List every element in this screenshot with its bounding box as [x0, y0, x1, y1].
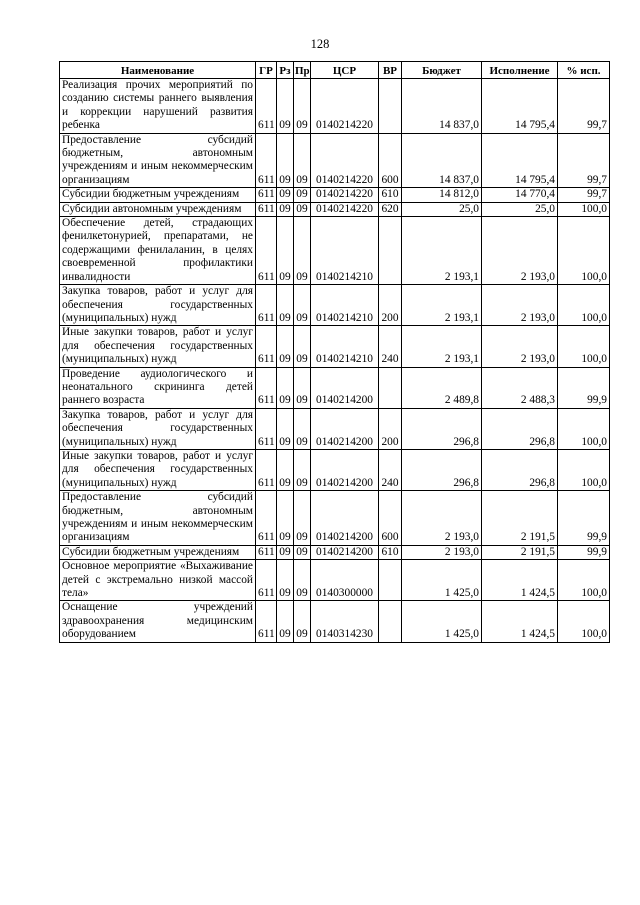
cell-execution: 2 191,5 [482, 545, 558, 559]
cell-vr: 610 [379, 188, 402, 202]
table-row [60, 545, 610, 559]
cell-rz: 09 [277, 79, 294, 134]
cell-vr: 200 [379, 408, 402, 449]
cell-pr: 09 [294, 79, 311, 134]
cell-rz: 09 [277, 449, 294, 490]
cell-csr: 0140214200 [311, 491, 379, 546]
table-row [60, 408, 610, 449]
cell-percent: 99,7 [558, 79, 610, 134]
cell-budget: 2 193,1 [402, 326, 482, 367]
cell-pr: 09 [294, 491, 311, 546]
cell-rz: 09 [277, 188, 294, 202]
table-row [60, 79, 610, 134]
cell-pr: 09 [294, 560, 311, 601]
cell-percent: 100,0 [558, 285, 610, 326]
cell-budget: 2 193,1 [402, 217, 482, 285]
cell-csr: 0140214210 [311, 217, 379, 285]
cell-vr [379, 367, 402, 408]
table-row [60, 491, 610, 546]
cell-name: Оснащение учреждений здравоохранения медицинским оборудованием [60, 601, 256, 642]
cell-name: Реализация прочих мероприятий по созданию системы раннего выявления и коррекции нарушений развития ребенка [60, 79, 256, 134]
table-row [60, 202, 610, 216]
cell-csr: 0140214210 [311, 285, 379, 326]
cell-gr: 611 [256, 367, 277, 408]
header-name: Наименование [60, 62, 256, 79]
cell-gr: 611 [256, 326, 277, 367]
cell-percent: 100,0 [558, 560, 610, 601]
cell-budget: 14 837,0 [402, 133, 482, 188]
cell-percent: 100,0 [558, 217, 610, 285]
table-row [60, 133, 610, 188]
cell-budget: 25,0 [402, 202, 482, 216]
cell-rz: 09 [277, 285, 294, 326]
cell-execution: 14 795,4 [482, 133, 558, 188]
header-budget: Бюджет [402, 62, 482, 79]
cell-rz: 09 [277, 202, 294, 216]
cell-name: Проведение аудиологического и неонатального скрининга детей раннего возраста [60, 367, 256, 408]
cell-budget: 1 425,0 [402, 560, 482, 601]
cell-csr: 0140214220 [311, 79, 379, 134]
table-row [60, 601, 610, 642]
cell-csr: 0140214220 [311, 188, 379, 202]
header-gr: ГР [256, 62, 277, 79]
cell-rz: 09 [277, 601, 294, 642]
header-rz: Рз [277, 62, 294, 79]
cell-pr: 09 [294, 449, 311, 490]
cell-budget: 296,8 [402, 449, 482, 490]
cell-vr: 610 [379, 545, 402, 559]
header-execution: Исполнение [482, 62, 558, 79]
cell-csr: 0140214200 [311, 408, 379, 449]
table-body [60, 79, 610, 643]
cell-vr [379, 79, 402, 134]
cell-gr: 611 [256, 601, 277, 642]
cell-rz: 09 [277, 491, 294, 546]
cell-execution: 14 795,4 [482, 79, 558, 134]
cell-percent: 99,7 [558, 188, 610, 202]
page-number: 128 [310, 37, 330, 51]
cell-pr: 09 [294, 217, 311, 285]
header-vr: ВР [379, 62, 402, 79]
budget-execution-table [59, 61, 610, 643]
cell-gr: 611 [256, 285, 277, 326]
cell-execution: 25,0 [482, 202, 558, 216]
cell-budget: 14 812,0 [402, 188, 482, 202]
cell-gr: 611 [256, 491, 277, 546]
table-header-row [60, 62, 610, 79]
cell-percent: 99,9 [558, 545, 610, 559]
cell-gr: 611 [256, 202, 277, 216]
cell-pr: 09 [294, 202, 311, 216]
cell-name: Предоставление субсидий бюджетным, автономным учреждениям и иным некоммерческим организациям [60, 133, 256, 188]
cell-name: Субсидии автономным учреждениям [60, 202, 256, 216]
cell-execution: 2 193,0 [482, 285, 558, 326]
cell-execution: 296,8 [482, 449, 558, 490]
cell-vr: 600 [379, 491, 402, 546]
cell-percent: 100,0 [558, 408, 610, 449]
cell-budget: 2 193,0 [402, 545, 482, 559]
cell-csr: 0140214200 [311, 367, 379, 408]
cell-percent: 100,0 [558, 202, 610, 216]
table-row [60, 367, 610, 408]
table-row [60, 449, 610, 490]
cell-execution: 14 770,4 [482, 188, 558, 202]
cell-rz: 09 [277, 408, 294, 449]
cell-pr: 09 [294, 367, 311, 408]
cell-pr: 09 [294, 326, 311, 367]
cell-gr: 611 [256, 217, 277, 285]
cell-pr: 09 [294, 545, 311, 559]
cell-percent: 99,9 [558, 367, 610, 408]
table-row [60, 217, 610, 285]
header-percent: % исп. [558, 62, 610, 79]
cell-gr: 611 [256, 408, 277, 449]
cell-pr: 09 [294, 601, 311, 642]
cell-percent: 100,0 [558, 449, 610, 490]
cell-csr: 0140214200 [311, 545, 379, 559]
cell-csr: 0140214210 [311, 326, 379, 367]
cell-gr: 611 [256, 133, 277, 188]
cell-vr: 600 [379, 133, 402, 188]
cell-pr: 09 [294, 133, 311, 188]
cell-gr: 611 [256, 188, 277, 202]
cell-execution: 2 193,0 [482, 326, 558, 367]
cell-budget: 2 489,8 [402, 367, 482, 408]
cell-vr [379, 217, 402, 285]
cell-budget: 296,8 [402, 408, 482, 449]
cell-name: Закупка товаров, работ и услуг для обеспечения государственных (муниципальных) нужд [60, 285, 256, 326]
cell-rz: 09 [277, 326, 294, 367]
cell-name: Субсидии бюджетным учреждениям [60, 545, 256, 559]
cell-gr: 611 [256, 545, 277, 559]
cell-name: Иные закупки товаров, работ и услуг для обеспечения государственных (муниципальных) нужд [60, 326, 256, 367]
cell-csr: 0140214220 [311, 133, 379, 188]
cell-percent: 100,0 [558, 326, 610, 367]
cell-rz: 09 [277, 217, 294, 285]
cell-execution: 2 191,5 [482, 491, 558, 546]
cell-name: Закупка товаров, работ и услуг для обеспечения государственных (муниципальных) нужд [60, 408, 256, 449]
cell-rz: 09 [277, 367, 294, 408]
cell-budget: 2 193,0 [402, 491, 482, 546]
cell-execution: 2 193,0 [482, 217, 558, 285]
cell-vr: 200 [379, 285, 402, 326]
cell-name: Основное мероприятие «Выхаживание детей с экстремально низкой массой тела» [60, 560, 256, 601]
cell-csr: 0140314230 [311, 601, 379, 642]
table-row [60, 285, 610, 326]
cell-execution: 296,8 [482, 408, 558, 449]
header-pr: Пр [294, 62, 311, 79]
cell-vr [379, 560, 402, 601]
cell-name: Иные закупки товаров, работ и услуг для обеспечения государственных (муниципальных) нужд [60, 449, 256, 490]
cell-percent: 99,9 [558, 491, 610, 546]
table-row [60, 560, 610, 601]
table-row [60, 326, 610, 367]
cell-pr: 09 [294, 188, 311, 202]
cell-csr: 0140214200 [311, 449, 379, 490]
cell-csr: 0140300000 [311, 560, 379, 601]
cell-vr: 620 [379, 202, 402, 216]
cell-name: Предоставление субсидий бюджетным, автономным учреждениям и иным некоммерческим организациям [60, 491, 256, 546]
table-row [60, 188, 610, 202]
cell-vr: 240 [379, 449, 402, 490]
cell-rz: 09 [277, 133, 294, 188]
cell-percent: 100,0 [558, 601, 610, 642]
cell-pr: 09 [294, 408, 311, 449]
cell-vr [379, 601, 402, 642]
cell-name: Субсидии бюджетным учреждениям [60, 188, 256, 202]
cell-gr: 611 [256, 79, 277, 134]
cell-execution: 1 424,5 [482, 560, 558, 601]
cell-gr: 611 [256, 560, 277, 601]
cell-execution: 2 488,3 [482, 367, 558, 408]
cell-execution: 1 424,5 [482, 601, 558, 642]
cell-budget: 14 837,0 [402, 79, 482, 134]
cell-rz: 09 [277, 560, 294, 601]
cell-rz: 09 [277, 545, 294, 559]
cell-csr: 0140214220 [311, 202, 379, 216]
cell-vr: 240 [379, 326, 402, 367]
cell-name: Обеспечение детей, страдающих фенилкетонурией, препаратами, не содержащими фенилаланин, в целях своевременной профилактики инвалидности [60, 217, 256, 285]
cell-gr: 611 [256, 449, 277, 490]
cell-budget: 2 193,1 [402, 285, 482, 326]
cell-pr: 09 [294, 285, 311, 326]
cell-percent: 99,7 [558, 133, 610, 188]
header-csr: ЦСР [311, 62, 379, 79]
cell-budget: 1 425,0 [402, 601, 482, 642]
